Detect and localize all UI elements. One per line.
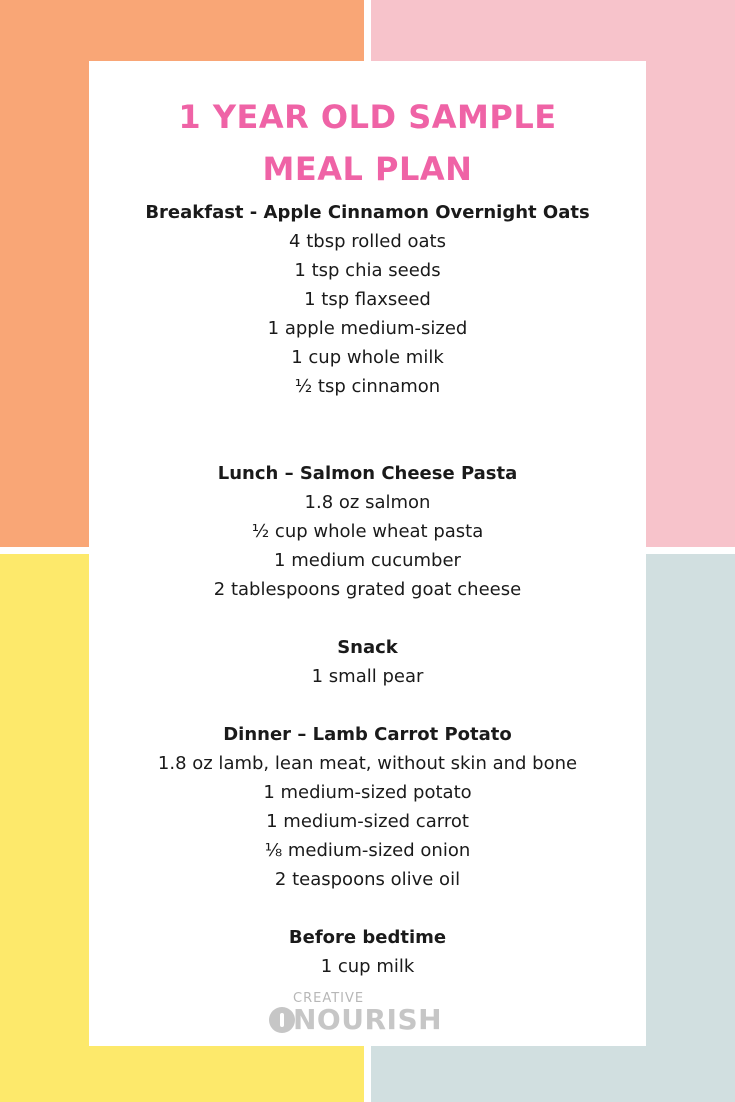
- snack-heading: Snack: [337, 637, 398, 658]
- dinner-item: 1 medium-sized carrot: [266, 811, 469, 832]
- bedtime-item: 1 cup milk: [320, 956, 415, 977]
- breakfast-item: 1 cup whole milk: [291, 347, 444, 368]
- breakfast-item: 1 tsp flaxseed: [304, 289, 431, 310]
- logo-big-text: NOURISH: [293, 1003, 443, 1036]
- dinner-heading: Dinner – Lamb Carrot Potato: [223, 724, 512, 745]
- dinner-item: ⅛ medium-sized onion: [264, 840, 471, 861]
- dinner-item: 1 medium-sized potato: [263, 782, 472, 803]
- breakfast-item: 1 tsp chia seeds: [294, 260, 441, 281]
- lunch-item: 1 medium cucumber: [274, 550, 461, 571]
- dinner-item: 1.8 oz lamb, lean meat, without skin and bone: [157, 753, 578, 774]
- breakfast-item: 1 apple medium-sized: [267, 318, 468, 339]
- spoon-logo-icon: [269, 1007, 295, 1033]
- dinner-item: 2 teaspoons olive oil: [274, 869, 461, 890]
- page-title: [89, 91, 646, 195]
- snack-section: [89, 633, 646, 691]
- bedtime-section: [89, 923, 646, 981]
- breakfast-section: [89, 198, 646, 401]
- meal-plan-card: [89, 61, 646, 1046]
- breakfast-heading: Breakfast - Apple Cinnamon Overnight Oats: [145, 202, 590, 223]
- bedtime-heading: Before bedtime: [288, 927, 447, 948]
- breakfast-item: 4 tbsp rolled oats: [289, 231, 446, 252]
- logo-small-text: CREATIVE: [293, 991, 365, 1006]
- title-line-1: 1 YEAR OLD SAMPLE: [178, 98, 557, 136]
- breakfast-item: ½ tsp cinnamon: [294, 376, 441, 397]
- lunch-section: [89, 459, 646, 604]
- creative-nourish-logo: [269, 991, 469, 1037]
- snack-item: 1 small pear: [311, 666, 424, 687]
- dinner-section: [89, 720, 646, 894]
- lunch-item: 2 tablespoons grated goat cheese: [213, 579, 522, 600]
- lunch-item: 1.8 oz salmon: [304, 492, 431, 513]
- lunch-item: ½ cup whole wheat pasta: [251, 521, 484, 542]
- title-line-2: MEAL PLAN: [262, 150, 473, 188]
- lunch-heading: Lunch – Salmon Cheese Pasta: [217, 463, 518, 484]
